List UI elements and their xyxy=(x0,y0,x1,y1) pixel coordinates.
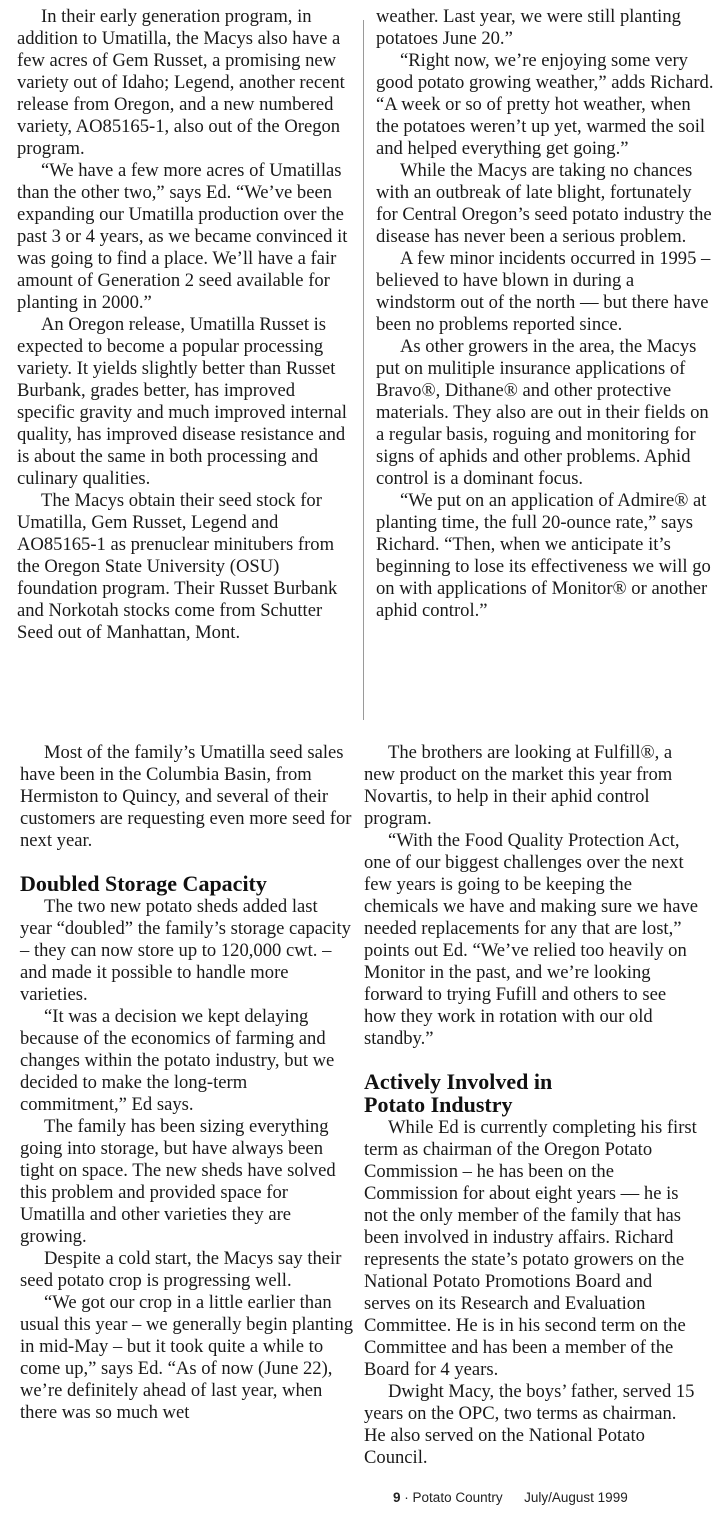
paragraph: Dwight Macy, the boys’ father, served 15 years on the OPC, two terms as chairman. He also served on the National Potato Council. xyxy=(364,1381,695,1468)
section-heading xyxy=(364,1070,702,1116)
section-heading-line-1: Actively Involved in xyxy=(364,1069,553,1094)
paragraph: As other growers in the area, the Macys put on mulitiple insurance applications of Bravo®, Dithane® and other protective materials. They also are out in their fields on a regular basis, roguing and monitoring for signs of aphids and other problems. Aphid control is a dominant focus. xyxy=(376,336,709,489)
paragraph: While the Macys are taking no chances with an outbreak of late blight, fortunately for Central Oregon’s seed potato industry the disease has never been a serious problem. xyxy=(376,160,712,247)
column-divider xyxy=(363,20,364,720)
right-column-top xyxy=(376,6,714,622)
paragraph: In their early generation program, in addition to Umatilla, the Macys also have a few acres of Gem Russet, a promising new variety out of Idaho; Legend, another recent release from Oregon, and a new numbered variety, AO85165-1, also out of the Oregon program. xyxy=(17,6,345,159)
page-footer xyxy=(393,1490,628,1505)
paragraph: weather. Last year, we were still planting potatoes June 20.” xyxy=(376,6,681,49)
paragraph: Despite a cold start, the Macys say their seed potato crop is progressing well. xyxy=(20,1248,342,1291)
section-heading: Doubled Storage Capacity xyxy=(20,871,267,896)
paragraph: “We have a few more acres of Umatillas than the other two,” says Ed. “We’ve been expanding our Umatilla production over the past 3 or 4 years, as we became convinced it was going to find a place. We’ll have a fair amount of Generation 2 seed available for planting in 2000.” xyxy=(17,160,348,313)
paragraph: Most of the family’s Umatilla seed sales have been in the Columbia Basin, from Hermiston to Quincy, and several of their customers are requesting even more seed for next year. xyxy=(20,742,352,851)
section-heading-line-2: Potato Industry xyxy=(364,1092,513,1117)
page-number: 9 xyxy=(393,1490,401,1505)
paragraph: “With the Food Quality Protection Act, one of our biggest challenges over the next few years is going to be keeping the chemicals we have and making sure we have needed replacements for any that are lost,” points out Ed. “We’ve relied too heavily on Monitor in the past, and we’re looking forward to trying Fufill and others to see how they work in rotation with our old standby.” xyxy=(364,830,699,1049)
paragraph: “We put on an application of Admire® at planting time, the full 20-ounce rate,” says Richard. “Then, when we anticipate it’s beginning to lose its effectiveness we will go on with applications of Monitor® or another aphid control.” xyxy=(376,490,711,621)
paragraph: “Right now, we’re enjoying some very good potato growing weather,” adds Richard. “A week or so of pretty hot weather, when the potatoes weren’t up yet, warmed the soil and helped everything get going.” xyxy=(376,50,714,159)
paragraph: The Macys obtain their seed stock for Umatilla, Gem Russet, Legend and AO85165-1 as prenuclear minitubers from the Oregon State University (OSU) foundation program. Their Russet Burbank and Norkotah stocks come from Schutter Seed out of Manhattan, Mont. xyxy=(17,490,338,643)
paragraph: While Ed is currently completing his first term as chairman of the Oregon Potato Commission – he has been on the Commission for about eight years — he is not the only member of the family that has been involved in industry affairs. Richard represents the state’s potato growers on the National Potato Promotions Board and serves on its Research and Evaluation Committee. He is in his second term on the Committee and has been a member of the Board for 4 years. xyxy=(364,1117,697,1380)
publication-name: Potato Country xyxy=(412,1490,503,1505)
footer-separator: · xyxy=(404,1490,409,1505)
left-column-top xyxy=(17,6,351,644)
paragraph: The family has been sizing everything going into storage, but have always been tight on space. The new sheds have solved this problem and provided space for Umatilla and other varieties they are growing. xyxy=(20,1116,336,1247)
issue-date: July/August 1999 xyxy=(524,1490,628,1505)
paragraph: The two new potato sheds added last year “doubled” the family’s storage capacity – they can now store up to 120,000 cwt. – and made it possible to handle more varieties. xyxy=(20,896,351,1005)
paragraph: “We got our crop in a little earlier than usual this year – we generally begin planting in mid-May – but it took quite a while to come up,” says Ed. “As of now (June 22), we’re definitely ahead of last year, when there was so much wet xyxy=(20,1292,354,1423)
paragraph: A few minor incidents occurred in 1995 – believed to have blown in during a windstorm out of the north — but there have been no problems reported since. xyxy=(376,248,711,335)
paragraph: “It was a decision we kept delaying because of the economics of farming and changes within the potato industry, but we decided to make the long-term commitment,” Ed says. xyxy=(20,1006,335,1115)
paragraph: The brothers are looking at Fulfill®, a new product on the market this year from Novartis, to help in their aphid control program. xyxy=(364,742,673,829)
left-column-bottom xyxy=(20,742,354,1424)
right-column-bottom xyxy=(364,742,702,1469)
paragraph: An Oregon release, Umatilla Russet is expected to become a popular processing variety. It yields slightly better than Russet Burbank, grades better, has improved specific gravity and much improved internal quality, has improved disease resistance and is about the same in both processing and culinary qualities. xyxy=(17,314,347,489)
